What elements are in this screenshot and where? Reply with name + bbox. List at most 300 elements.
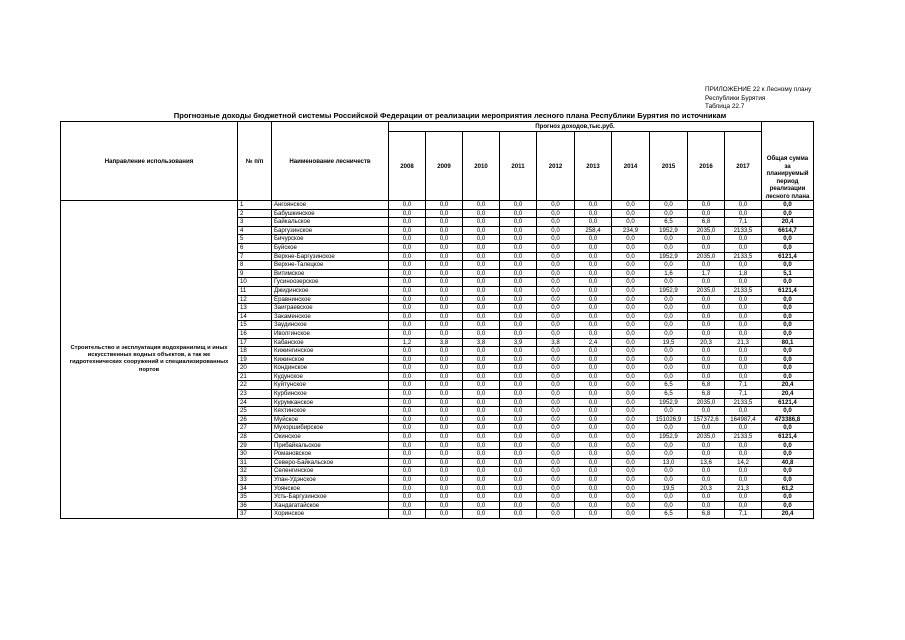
row-name: Иволгинское (272, 329, 389, 338)
row-value: 0,0 (650, 476, 688, 485)
row-value: 0,0 (463, 286, 500, 295)
row-value: 0,0 (612, 218, 650, 227)
row-total: 0,0 (762, 355, 814, 364)
row-value: 0,0 (463, 433, 500, 442)
row-value: 0,0 (500, 467, 537, 476)
row-value: 0,0 (575, 510, 612, 519)
row-value: 0,0 (463, 329, 500, 338)
row-value: 0,0 (426, 467, 463, 476)
row-total: 20,4 (762, 390, 814, 399)
row-value: 0,0 (426, 304, 463, 313)
row-value: 0,0 (688, 441, 725, 450)
row-value: 0,0 (426, 347, 463, 356)
row-value: 1952,9 (650, 433, 688, 442)
row-value: 0,0 (500, 476, 537, 485)
row-value: 0,0 (575, 467, 612, 476)
row-value: 2133,5 (725, 398, 762, 407)
row-value: 0,0 (426, 390, 463, 399)
row-name: Кондинское (272, 364, 389, 373)
row-value: 0,0 (650, 209, 688, 218)
row-value: 0,0 (500, 278, 537, 287)
row-name: Хандагатайское (272, 501, 389, 510)
row-total: 0,0 (762, 201, 814, 210)
row-value: 0,0 (537, 467, 575, 476)
row-value: 0,0 (725, 407, 762, 416)
row-value: 0,0 (426, 252, 463, 261)
row-number: 7 (238, 252, 272, 261)
header-year: 2013 (575, 132, 612, 201)
row-number: 4 (238, 226, 272, 235)
row-value: 0,0 (463, 484, 500, 493)
row-value: 0,0 (612, 493, 650, 502)
row-value: 0,0 (463, 390, 500, 399)
row-value: 0,0 (426, 209, 463, 218)
row-value: 1952,9 (650, 226, 688, 235)
row-value: 0,0 (725, 278, 762, 287)
row-value: 0,0 (688, 209, 725, 218)
row-value: 0,0 (500, 407, 537, 416)
row-value: 0,0 (575, 390, 612, 399)
row-value: 0,0 (389, 364, 426, 373)
row-value: 0,0 (500, 458, 537, 467)
row-value: 0,0 (463, 501, 500, 510)
row-total: 6121,4 (762, 433, 814, 442)
row-value: 0,0 (426, 355, 463, 364)
row-name: Романовское (272, 450, 389, 459)
row-value: 0,0 (650, 450, 688, 459)
row-value: 0,0 (650, 295, 688, 304)
row-value: 0,0 (426, 312, 463, 321)
row-value: 0,0 (537, 407, 575, 416)
row-value: 0,0 (650, 355, 688, 364)
row-value: 0,0 (688, 278, 725, 287)
row-value: 0,0 (537, 312, 575, 321)
row-name: Кижинское (272, 355, 389, 364)
row-number: 17 (238, 338, 272, 347)
header-year: 2016 (688, 132, 725, 201)
row-value: 0,0 (612, 312, 650, 321)
row-value: 0,0 (389, 286, 426, 295)
row-number: 25 (238, 407, 272, 416)
row-value: 0,0 (612, 304, 650, 313)
row-value: 0,0 (389, 278, 426, 287)
row-value: 0,0 (537, 433, 575, 442)
row-value: 0,0 (537, 510, 575, 519)
row-value: 0,0 (426, 476, 463, 485)
row-value: 0,0 (537, 218, 575, 227)
row-value: 0,0 (537, 390, 575, 399)
row-value: 7,1 (725, 390, 762, 399)
row-number: 18 (238, 347, 272, 356)
row-number: 29 (238, 441, 272, 450)
header-year: 2014 (612, 132, 650, 201)
row-value: 2035,0 (688, 226, 725, 235)
row-value: 234,9 (612, 226, 650, 235)
row-number: 19 (238, 355, 272, 364)
row-value: 0,0 (725, 372, 762, 381)
row-value: 0,0 (426, 295, 463, 304)
row-value: 0,0 (389, 510, 426, 519)
row-total: 0,0 (762, 209, 814, 218)
row-value: 0,0 (575, 415, 612, 424)
row-value: 0,0 (500, 493, 537, 502)
row-value: 0,0 (463, 218, 500, 227)
row-total: 0,0 (762, 321, 814, 330)
row-value: 0,0 (500, 252, 537, 261)
row-value: 0,0 (389, 493, 426, 502)
row-value: 0,0 (575, 476, 612, 485)
row-value: 0,0 (389, 398, 426, 407)
row-value: 0,0 (575, 398, 612, 407)
revenue-table (60, 121, 814, 519)
row-value: 0,0 (389, 467, 426, 476)
row-value: 0,0 (688, 201, 725, 210)
row-value: 0,0 (575, 364, 612, 373)
row-value: 0,0 (537, 364, 575, 373)
row-value: 0,0 (537, 450, 575, 459)
row-value: 0,0 (537, 278, 575, 287)
header-year: 2008 (389, 132, 426, 201)
row-value: 0,0 (688, 450, 725, 459)
row-value: 0,0 (650, 261, 688, 270)
row-value: 0,0 (463, 252, 500, 261)
row-value: 0,0 (537, 501, 575, 510)
row-total: 20,4 (762, 381, 814, 390)
row-value: 0,0 (612, 278, 650, 287)
row-value: 0,0 (500, 261, 537, 270)
row-name: Джидинское (272, 286, 389, 295)
row-value: 0,0 (500, 381, 537, 390)
row-value: 0,0 (463, 372, 500, 381)
row-value: 0,0 (537, 347, 575, 356)
row-value: 0,0 (612, 510, 650, 519)
row-value: 0,0 (537, 458, 575, 467)
row-value: 0,0 (575, 381, 612, 390)
row-value: 0,0 (500, 226, 537, 235)
row-value: 0,0 (612, 458, 650, 467)
row-value: 0,0 (426, 372, 463, 381)
row-value: 0,0 (463, 321, 500, 330)
row-value: 0,0 (500, 510, 537, 519)
row-value: 6,8 (688, 510, 725, 519)
row-value: 2133,5 (725, 252, 762, 261)
row-number: 14 (238, 312, 272, 321)
table-row (61, 201, 814, 210)
row-value: 0,0 (500, 355, 537, 364)
row-value: 0,0 (463, 415, 500, 424)
row-number: 27 (238, 424, 272, 433)
row-total: 0,0 (762, 347, 814, 356)
row-value: 0,0 (389, 226, 426, 235)
row-value: 0,0 (725, 312, 762, 321)
row-value: 0,0 (612, 467, 650, 476)
row-number: 13 (238, 304, 272, 313)
row-total: 0,0 (762, 312, 814, 321)
row-total: 0,0 (762, 278, 814, 287)
row-number: 10 (238, 278, 272, 287)
row-value: 0,0 (389, 295, 426, 304)
row-value: 0,0 (612, 286, 650, 295)
row-value: 0,0 (725, 321, 762, 330)
row-value: 0,0 (500, 209, 537, 218)
row-value: 0,0 (537, 415, 575, 424)
row-name: Кяхтинское (272, 407, 389, 416)
row-value: 0,0 (389, 390, 426, 399)
row-number: 36 (238, 501, 272, 510)
row-value: 0,0 (575, 286, 612, 295)
row-value: 1,8 (725, 269, 762, 278)
row-name: Заудинское (272, 321, 389, 330)
row-total: 0,0 (762, 450, 814, 459)
row-value: 0,0 (612, 390, 650, 399)
row-value: 0,0 (575, 278, 612, 287)
row-value: 0,0 (500, 501, 537, 510)
row-value: 0,0 (725, 243, 762, 252)
row-name: Заиграевское (272, 304, 389, 313)
header-year: 2011 (500, 132, 537, 201)
row-value: 0,0 (537, 484, 575, 493)
row-value: 0,0 (463, 398, 500, 407)
row-number: 3 (238, 218, 272, 227)
row-value: 0,0 (650, 321, 688, 330)
row-value: 0,0 (389, 252, 426, 261)
row-value: 7,1 (725, 510, 762, 519)
row-value: 0,0 (688, 364, 725, 373)
row-value: 0,0 (500, 304, 537, 313)
row-value: 0,0 (537, 381, 575, 390)
row-total: 0,0 (762, 441, 814, 450)
row-value: 0,0 (500, 441, 537, 450)
row-value: 1,6 (650, 269, 688, 278)
row-value: 0,0 (650, 372, 688, 381)
row-total: 0,0 (762, 476, 814, 485)
row-value: 0,0 (500, 201, 537, 210)
row-value: 0,0 (725, 441, 762, 450)
row-value: 0,0 (688, 295, 725, 304)
row-value: 0,0 (537, 329, 575, 338)
row-value: 0,0 (537, 355, 575, 364)
row-value: 0,0 (537, 476, 575, 485)
row-value: 0,0 (725, 355, 762, 364)
row-value: 0,0 (688, 467, 725, 476)
row-value: 0,0 (650, 312, 688, 321)
row-total: 0,0 (762, 364, 814, 373)
row-value: 0,0 (463, 226, 500, 235)
document-title: Прогнозные доходы бюджетной системы Российской Федерации от реализации мероприятия лесного плана Республики Бурятия по источникам (173, 111, 727, 120)
row-value: 2133,5 (725, 226, 762, 235)
row-value: 0,0 (537, 252, 575, 261)
row-value: 0,0 (426, 484, 463, 493)
row-total: 0,0 (762, 372, 814, 381)
row-value: 0,0 (463, 493, 500, 502)
header-year: 2017 (725, 132, 762, 201)
row-value: 0,0 (612, 252, 650, 261)
row-value: 0,0 (426, 501, 463, 510)
row-value: 0,0 (537, 424, 575, 433)
row-value: 0,0 (537, 209, 575, 218)
row-value: 0,0 (463, 450, 500, 459)
row-total: 473386,8 (762, 415, 814, 424)
row-value: 0,0 (500, 390, 537, 399)
row-value: 0,0 (463, 364, 500, 373)
row-value: 6,5 (650, 390, 688, 399)
row-value: 0,0 (500, 218, 537, 227)
row-value: 1,2 (389, 338, 426, 347)
row-name: Еравнинское (272, 295, 389, 304)
row-number: 16 (238, 329, 272, 338)
row-name: Хоринское (272, 510, 389, 519)
row-name: Кижингинское (272, 347, 389, 356)
row-number: 21 (238, 372, 272, 381)
row-number: 20 (238, 364, 272, 373)
row-value: 0,0 (612, 415, 650, 424)
row-value: 0,0 (463, 510, 500, 519)
row-value: 0,0 (575, 201, 612, 210)
header-direction: Направление использования (61, 122, 238, 201)
row-value: 0,0 (575, 407, 612, 416)
header-total: Общая сумма за планируемый период реализации лесного плана (762, 122, 814, 201)
row-value: 2035,0 (688, 252, 725, 261)
row-name: Баргузинское (272, 226, 389, 235)
row-value: 3,8 (537, 338, 575, 347)
row-value: 0,0 (575, 329, 612, 338)
row-value: 0,0 (612, 347, 650, 356)
row-value: 1952,9 (650, 398, 688, 407)
row-value: 0,0 (426, 407, 463, 416)
row-value: 3,9 (500, 338, 537, 347)
row-value: 0,0 (650, 329, 688, 338)
row-value: 2035,0 (688, 398, 725, 407)
row-value: 0,0 (612, 501, 650, 510)
row-number: 30 (238, 450, 272, 459)
row-number: 11 (238, 286, 272, 295)
row-value: 0,0 (575, 347, 612, 356)
row-value: 0,0 (725, 295, 762, 304)
row-value: 0,0 (389, 218, 426, 227)
row-value: 0,0 (500, 329, 537, 338)
row-value: 151026,9 (650, 415, 688, 424)
row-value: 0,0 (725, 209, 762, 218)
row-value: 0,0 (612, 398, 650, 407)
row-number: 2 (238, 209, 272, 218)
row-total: 0,0 (762, 501, 814, 510)
row-number: 22 (238, 381, 272, 390)
row-value: 0,0 (688, 407, 725, 416)
row-value: 0,0 (688, 312, 725, 321)
row-value: 0,0 (612, 321, 650, 330)
row-value: 0,0 (650, 201, 688, 210)
row-value: 19,5 (650, 338, 688, 347)
row-name: Окинское (272, 433, 389, 442)
row-value: 0,0 (612, 201, 650, 210)
row-total: 0,0 (762, 407, 814, 416)
row-value: 0,0 (575, 372, 612, 381)
row-value: 0,0 (426, 433, 463, 442)
row-value: 0,0 (575, 252, 612, 261)
row-value: 0,0 (426, 329, 463, 338)
row-value: 0,0 (389, 355, 426, 364)
row-value: 0,0 (426, 415, 463, 424)
row-value: 2035,0 (688, 433, 725, 442)
row-value: 0,0 (612, 484, 650, 493)
row-value: 0,0 (575, 493, 612, 502)
row-value: 0,0 (389, 312, 426, 321)
row-value: 0,0 (426, 381, 463, 390)
row-value: 0,0 (575, 261, 612, 270)
row-value: 0,0 (500, 347, 537, 356)
header-forecast: Прогноз доходов,тыс.руб. (389, 122, 762, 132)
header-year: 2010 (463, 132, 500, 201)
row-name: Северо-Байкальское (272, 458, 389, 467)
row-value: 0,0 (575, 501, 612, 510)
row-value: 0,0 (500, 321, 537, 330)
row-number: 23 (238, 390, 272, 399)
row-value: 0,0 (650, 364, 688, 373)
row-value: 0,0 (575, 312, 612, 321)
row-value: 0,0 (575, 424, 612, 433)
row-number: 15 (238, 321, 272, 330)
row-value: 0,0 (725, 476, 762, 485)
row-total: 0,0 (762, 329, 814, 338)
row-value: 0,0 (426, 493, 463, 502)
direction-cell: Строительство и эксплуатация водохранилищ и иных искусственных водных объектов, а так же гидротехнических сооружений и специализированных портов (61, 201, 238, 519)
row-value: 0,0 (612, 329, 650, 338)
row-value: 0,0 (389, 243, 426, 252)
row-value: 2035,0 (688, 286, 725, 295)
row-value: 0,0 (725, 201, 762, 210)
row-value: 0,0 (688, 329, 725, 338)
row-value: 0,0 (389, 424, 426, 433)
row-number: 1 (238, 201, 272, 210)
row-value: 0,0 (500, 398, 537, 407)
row-value: 0,0 (463, 295, 500, 304)
row-value: 0,0 (426, 321, 463, 330)
row-value: 0,0 (426, 424, 463, 433)
row-name: Ангоянское (272, 201, 389, 210)
row-value: 0,0 (650, 347, 688, 356)
row-name: Курбинское (272, 390, 389, 399)
row-value: 0,0 (426, 441, 463, 450)
row-value: 0,0 (463, 243, 500, 252)
row-total: 6121,4 (762, 252, 814, 261)
row-value: 6,8 (688, 390, 725, 399)
row-value: 3,8 (463, 338, 500, 347)
row-value: 0,0 (389, 235, 426, 244)
row-value: 0,0 (537, 398, 575, 407)
row-value: 0,0 (500, 415, 537, 424)
row-name: Закаменское (272, 312, 389, 321)
row-value: 0,0 (500, 372, 537, 381)
row-value: 0,0 (537, 372, 575, 381)
row-value: 0,0 (463, 312, 500, 321)
row-total: 6121,4 (762, 286, 814, 295)
row-value: 0,0 (612, 372, 650, 381)
row-value: 0,0 (688, 347, 725, 356)
row-total: 0,0 (762, 493, 814, 502)
row-value: 0,0 (463, 209, 500, 218)
row-total: 6614,7 (762, 226, 814, 235)
row-value: 0,0 (463, 304, 500, 313)
row-value: 0,0 (463, 407, 500, 416)
row-total: 0,0 (762, 261, 814, 270)
row-value: 0,0 (725, 424, 762, 433)
row-value: 0,0 (575, 321, 612, 330)
row-value: 0,0 (537, 493, 575, 502)
row-total: 0,0 (762, 424, 814, 433)
row-total: 0,0 (762, 235, 814, 244)
row-value: 0,0 (537, 286, 575, 295)
row-value: 0,0 (612, 424, 650, 433)
